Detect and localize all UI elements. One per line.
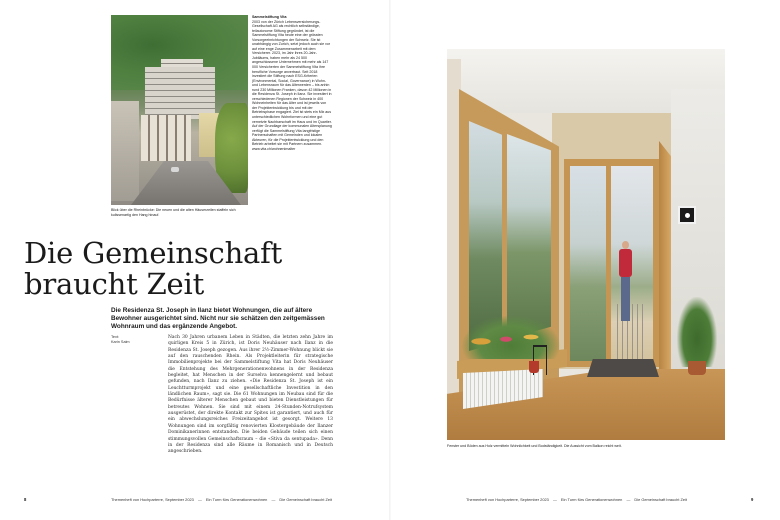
sidebar-title: Sammelstiftung Vita xyxy=(252,15,287,19)
wall-clock-icon xyxy=(678,206,696,224)
running-head-issue: Ein Turm fürs Generationenwohnen xyxy=(560,497,623,502)
interior-photo-caption: Fenster und Böden aus Holz vermitteln Wohnlichkeit und Bodständigkeit. Die Aussicht vom Balkon reicht weit. xyxy=(447,444,622,448)
author-label: Text: xyxy=(111,335,120,339)
article-lead: Die Residenza St. Joseph in Ilanz bietet Wohnungen, die auf ältere Bewohner ausgerichtet sind. Nicht nur sie schätzen den zeitgemässen Wohnraum und das ergänzende Angebot. xyxy=(111,307,325,330)
town-photo xyxy=(111,15,248,205)
running-head-article: Die Gemeinschaft braucht Zeit xyxy=(634,497,687,502)
town-photo-caption: Blick über die Rheinbrücke: Die neuen und die alten Häuserzeilen staffeln sich kulissenartig den Hang hinauf. xyxy=(111,208,236,217)
running-head-magazine: Themenheft von Hochparterre, September 2023 xyxy=(466,497,549,502)
author-credit xyxy=(111,335,151,345)
author-name: Karin Salm xyxy=(111,339,130,344)
running-head-issue: Ein Turm fürs Generationenwohnen xyxy=(205,497,268,502)
running-head-magazine: Themenheft von Hochparterre, September 2023 xyxy=(111,497,194,502)
sidebar-text: 2003 von der Zürich Lebensversicherungs-Gesellschaft AG als rechtlich selbständige, teilautonome Stiftung gegründet, ist die Sammelstiftung Vita heute eine der grössten Vorsorgeeinrichtungen der Schweiz. Sie ist unabhängig von Zurich, setzt jedoch auch sie vor auf eine enge Zusammenarbeit mit dem Versicherer. 2023, im Jahr ihres 20-Jahr-Jubiläums, haben mehr als 24 500 angeschlossene Unternehmen mit mehr als 147 000 Versicherten der Sammelstiftung Vita ihre berufliche Vorsorge anvertraut. Seit 2018 investiert die Stiftung nach ESG-Kriterien (Environmental, Social, Governance) in Wohn- und Lebensraum für das Alterwerden – bis anhin rund 230 Millionen Franken, davon 42 Millionen in die Residenza St. Joseph in Ilanz. Sie investiert in verschiedenen Regionen der Schweiz in 400 Wohneinheiten für das Alter und ist jeweils von der Projektentwicklung bis und mit der Betriebsphase engagiert. Ziel ist stets ein Mix aus unterschiedlichen Wohnformen und eine gut vernetzte Nachbarschaft im Haus und im Quartier. Auf der Grundlage der kommunalen Altersplanung verfügt die Sammelstiftung Vita langfristige Partnerschaften mit Gemeinden und lokalen Akteuren, für die Projektentwicklung und den Betrieb arbeitet sie mit Partnern zusammen. xyxy=(252,19,332,147)
running-head-dash: — xyxy=(626,497,631,502)
running-head-dash: — xyxy=(552,497,557,502)
page-fold xyxy=(389,0,391,520)
running-head-right xyxy=(466,497,690,502)
running-head-dash: — xyxy=(271,497,276,502)
running-head-dash: — xyxy=(197,497,202,502)
page-number-right: 9 xyxy=(751,497,754,502)
article-headline xyxy=(24,238,364,300)
running-head-article: Die Gemeinschaft braucht Zeit xyxy=(279,497,332,502)
sidebar-box xyxy=(252,15,332,151)
headline-line-1: Die Gemeinschaft xyxy=(24,236,283,270)
article-body: Nach 30 Jahren urbanem Leben in Städten, die letzten zehn Jahre im quirligen Kreis 5 in Zürich, ist Doris Neuhäuser nach Ilanz in die Residenza St. Joseph gezogen. Aus ihrer 2½-Zimmer-Wohnung blickt sie auf den rauschenden Rhein. Als Projektleiterin für strategische Immobilienprojekte bei der Sammelstiftung Vita hat Doris Neuhäuser die Entstehung des Mehrgenerationenwohnens in der Residenza begleitet, hat Menschen in der Surselva kennengelernt und bebaut gefunden, nach Ilanz zu ziehen. «Die Residenza St. Joseph ist ein Leuchtturmprojekt und eine gesellschaftliche Investition in den ländlichen Raum», sagt sie. Die 61 Wohnungen im Neubau sind für die Bedürfnisse älterer Menschen gebaut und bieten Dienstleistungen für betreutes Wohnen. Sie sind mit einem 24-Stunden-Notrufsystem ausgerüstet, der direkte Kontakt zur Spitex ist garantiert, und auch für ein abwechslungsreiches Freizeitangebot ist gesorgt. Weitere 13 Wohnungen sind im sorgfältig renovierten Klostergebäude der Ilanzer Dominikanerinnen entstanden. Die beiden Gebäude teilen sich einen stimmungsvollen Gemeinschaftsraum – die «Stiva da sentupada». Denn in der Residenza sind alle Räume in Romanisch und in Deutsch angeschrieben. xyxy=(168,335,333,455)
interior-photo xyxy=(447,49,725,440)
running-head-left xyxy=(111,497,335,502)
page-number-left: 8 xyxy=(24,497,27,502)
sidebar-url: www.vita.ch/wohnenimalter xyxy=(252,146,296,151)
headline-line-2: braucht Zeit xyxy=(24,267,205,301)
